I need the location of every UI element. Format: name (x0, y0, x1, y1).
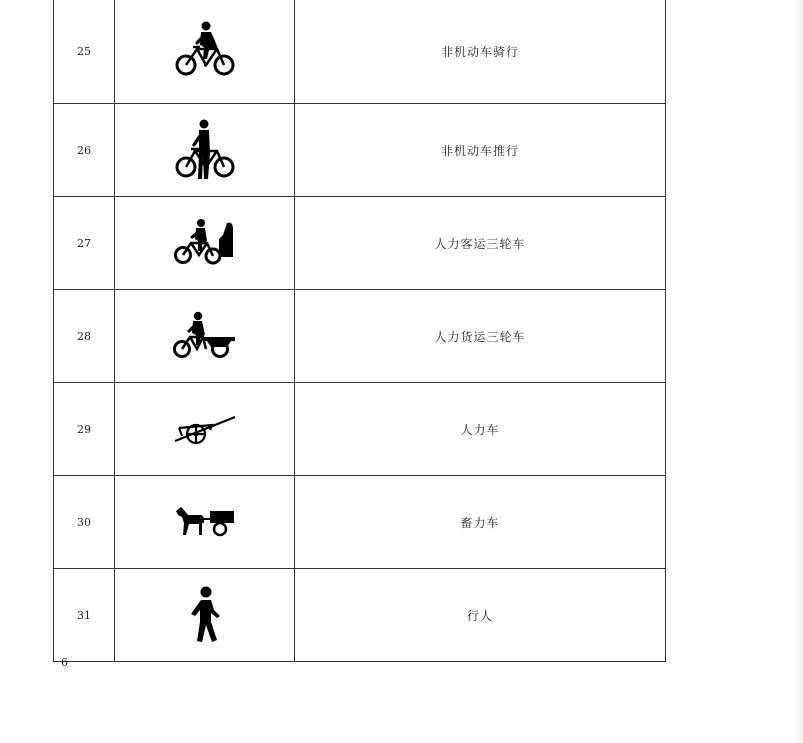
sign-name: 行人 (295, 569, 666, 662)
sign-name: 畜力车 (295, 476, 666, 569)
table-row (54, 104, 666, 197)
icon-cell (115, 290, 295, 383)
horse-cart-icon (174, 505, 236, 539)
icon-cell (115, 104, 295, 197)
bicycle-riding-icon (173, 21, 237, 81)
signs-table (53, 0, 666, 662)
row-number: 30 (54, 476, 115, 569)
icon-cell (115, 0, 295, 104)
row-number: 27 (54, 197, 115, 290)
pedestrian-icon (187, 586, 223, 644)
icon-cell (115, 197, 295, 290)
icon-cell (115, 476, 295, 569)
handcart-icon (172, 412, 238, 446)
row-number: 31 (54, 569, 115, 662)
table-row (54, 0, 666, 104)
row-number: 26 (54, 104, 115, 197)
cargo-tricycle-icon (173, 311, 237, 361)
table-row (54, 383, 666, 476)
sign-name: 人力货运三轮车 (295, 290, 666, 383)
row-number: 25 (54, 0, 115, 104)
table-row (54, 290, 666, 383)
sign-name: 非机动车骑行 (295, 0, 666, 104)
icon-cell (115, 383, 295, 476)
table-row (54, 197, 666, 290)
page-edge (793, 0, 803, 743)
bicycle-pushing-icon (173, 119, 237, 181)
page-number: 6 (61, 656, 68, 669)
sign-name: 人力客运三轮车 (295, 197, 666, 290)
passenger-tricycle-icon (173, 219, 237, 267)
icon-cell (115, 569, 295, 662)
sign-name: 非机动车推行 (295, 104, 666, 197)
sign-name: 人力车 (295, 383, 666, 476)
table-row (54, 476, 666, 569)
table-row (54, 569, 666, 662)
row-number: 28 (54, 290, 115, 383)
row-number: 29 (54, 383, 115, 476)
